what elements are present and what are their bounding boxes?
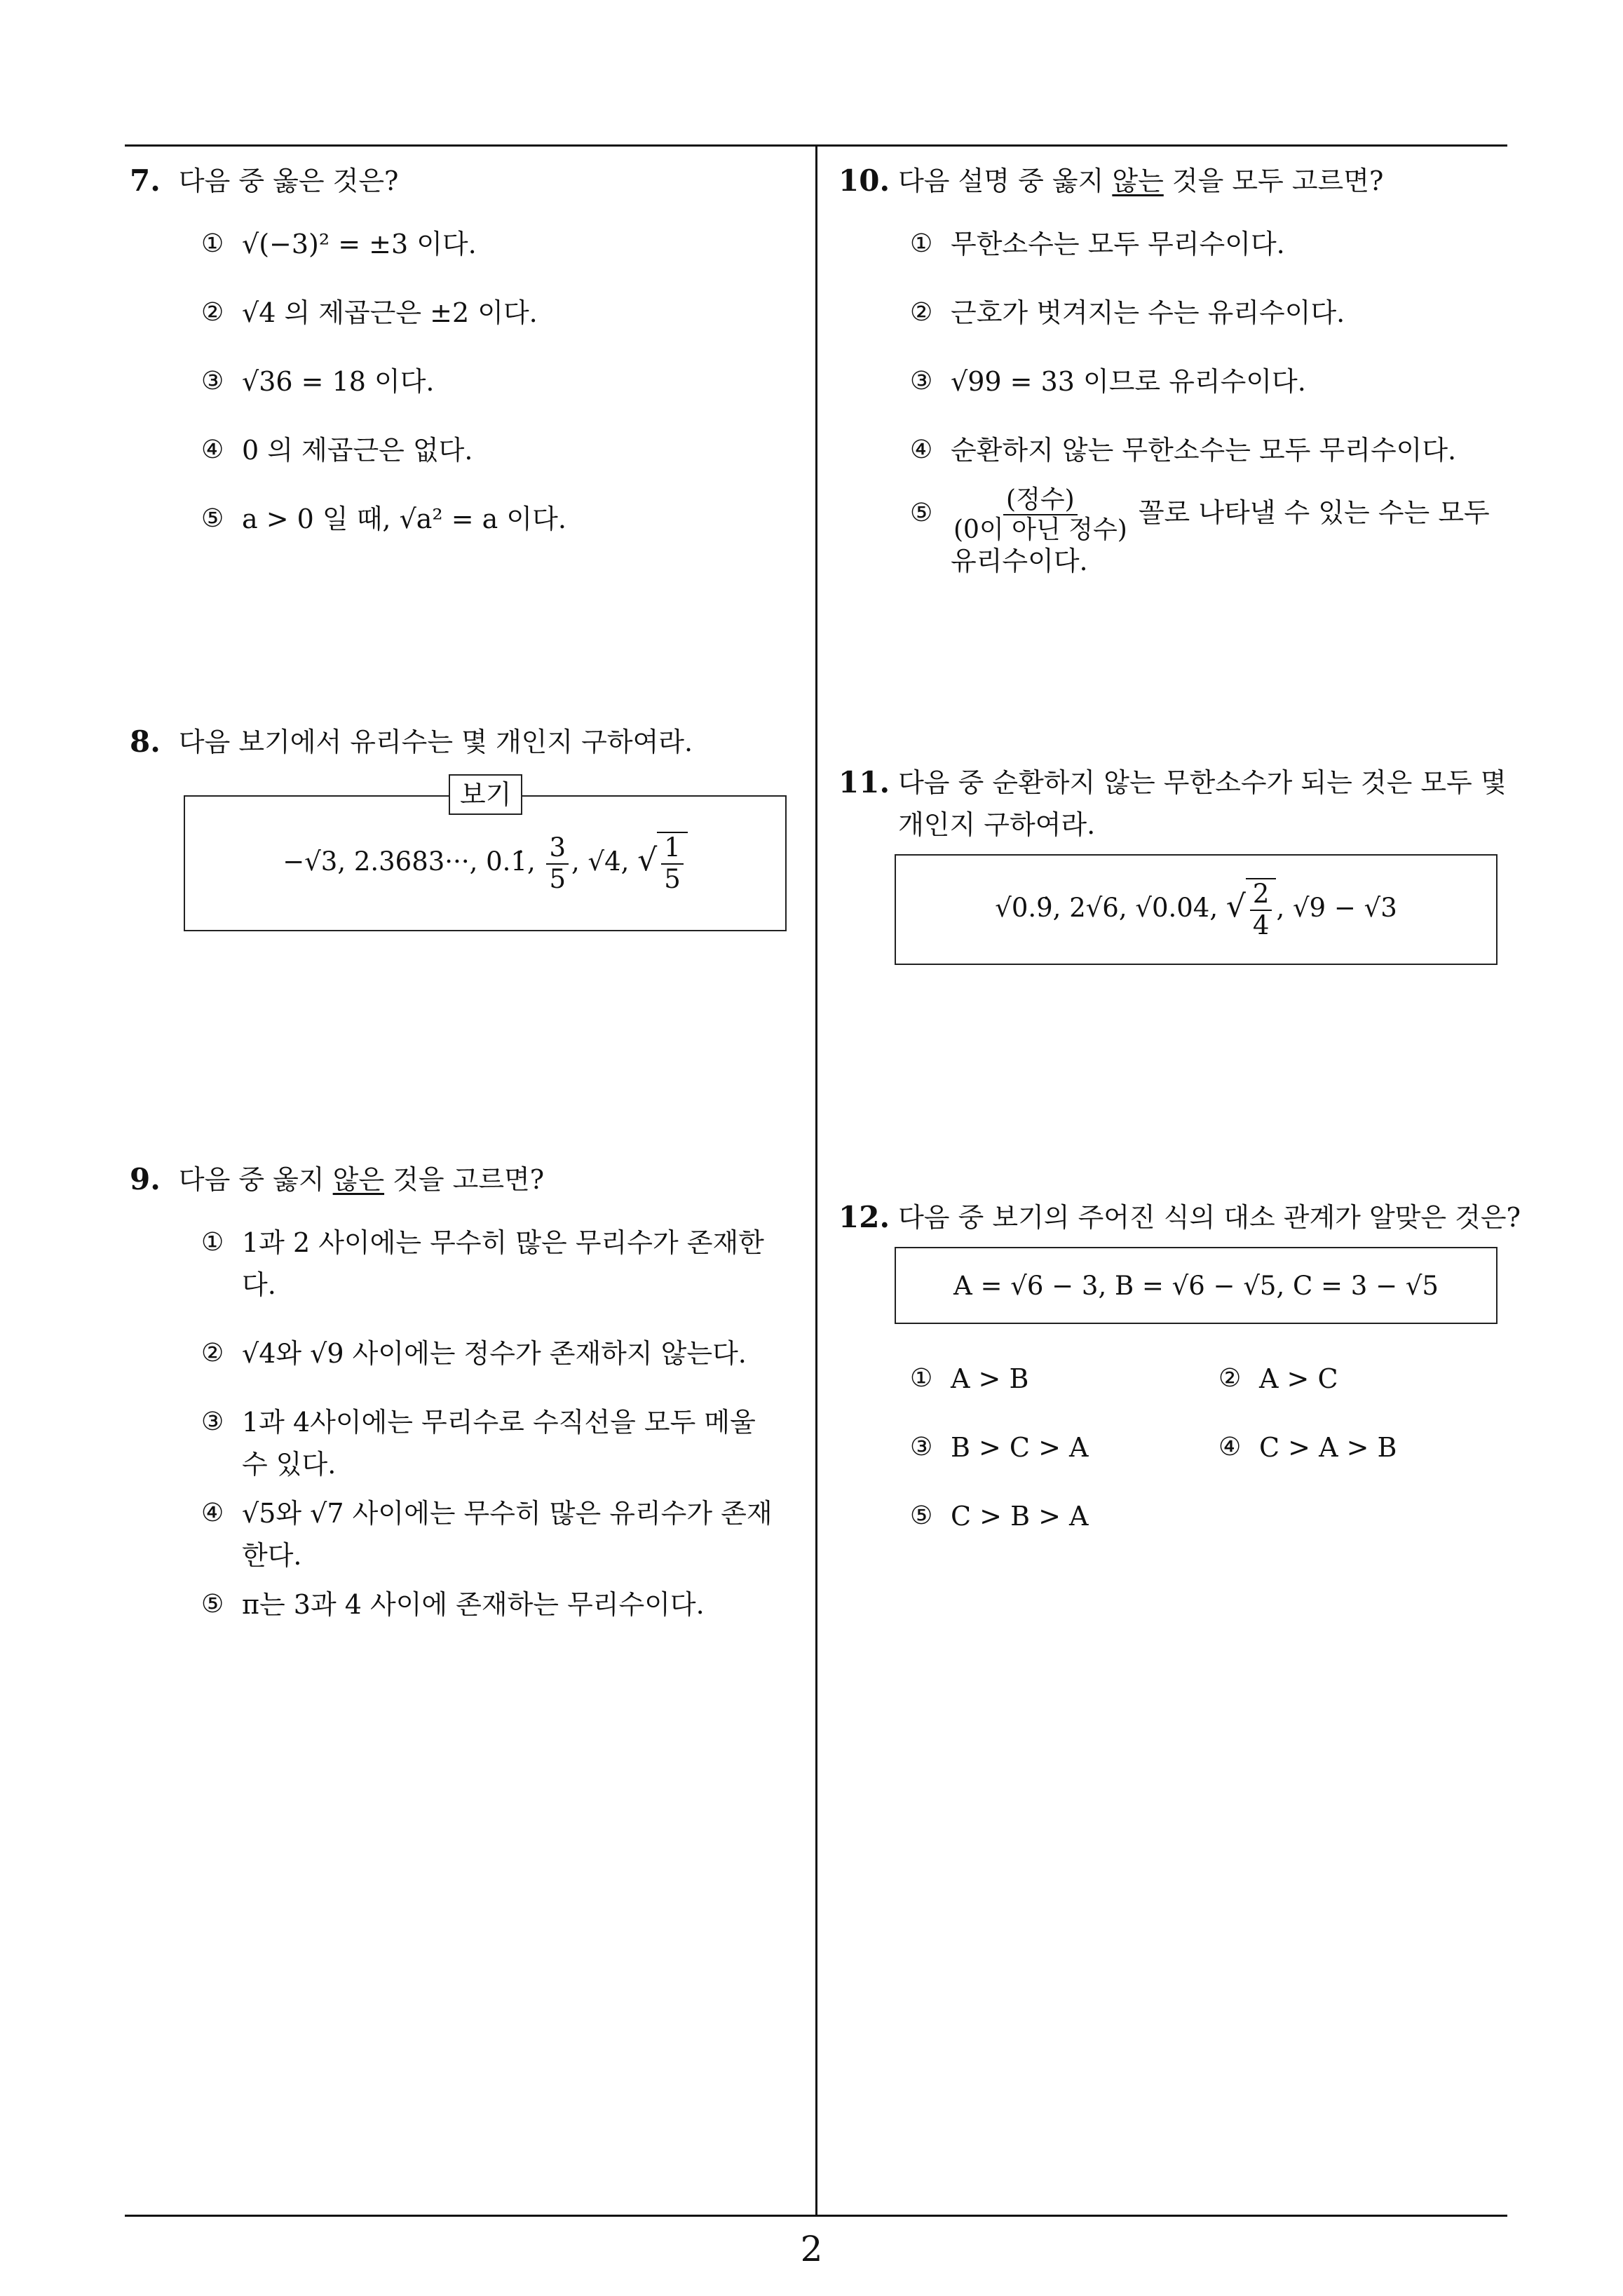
question-7 bbox=[130, 160, 789, 567]
option-text: 순환하지 않는 무한소수는 모두 무리수이다. bbox=[951, 435, 1457, 466]
option-text: 근호가 벗겨지는 수는 유리수이다. bbox=[951, 297, 1345, 328]
option-text: $\frac{\text{(정수)}}{\text{(0이 아닌 정수)}}$ 꼴로 나타낼 수 있는 수는 모두 유리수이다. bbox=[951, 485, 1490, 576]
option-text: B > C > A bbox=[951, 1432, 1089, 1463]
option-text: √99 = 33 이므로 유리수이다. bbox=[951, 366, 1306, 397]
question-text: 다음 중 옳은 것은? bbox=[178, 166, 399, 196]
example-expression: A = √6 − 3, B = √6 − √5, C = 3 − √5 bbox=[953, 1270, 1439, 1301]
option-5[interactable]: ⑤ a > 0 일 때, √a² = a 이다. bbox=[201, 498, 789, 540]
question-number: 8. bbox=[130, 724, 161, 759]
option-text: C > B > A bbox=[951, 1501, 1089, 1532]
option-3[interactable]: ③ 1과 4사이에는 무리수로 수직선을 모두 메울 수 있다. bbox=[201, 1401, 789, 1485]
option-4[interactable]: ④ C > A > B bbox=[1218, 1426, 1513, 1468]
option-4[interactable]: ④ 0 의 제곱근은 없다. bbox=[201, 429, 789, 471]
option-text: √36 = 18 이다. bbox=[242, 366, 435, 397]
sqrt-fraction: $\frac{2}{4}$ bbox=[1250, 879, 1272, 940]
option-3[interactable]: ③ B > C > A bbox=[910, 1426, 1218, 1468]
example-box bbox=[895, 1247, 1498, 1324]
option-text: a > 0 일 때, √a² = a 이다. bbox=[242, 504, 566, 534]
option-1[interactable]: ① A > B bbox=[910, 1358, 1218, 1400]
option-text: √4와 √9 사이에는 정수가 존재하지 않는다. bbox=[242, 1338, 747, 1369]
question-11 bbox=[838, 762, 1512, 846]
question-number: 9. bbox=[130, 1162, 161, 1196]
fraction: $\frac{3}{5}$ bbox=[546, 833, 569, 894]
option-text: C > A > B bbox=[1259, 1432, 1397, 1463]
option-text: √(−3)² = ±3 이다. bbox=[242, 229, 477, 259]
question-text: 다음 설명 중 옳지 않는 것을 모두 고르면? bbox=[898, 166, 1384, 196]
example-box bbox=[184, 795, 787, 931]
question-12 bbox=[838, 1196, 1521, 1238]
option-1[interactable]: ① √(−3)² = ±3 이다. bbox=[201, 223, 789, 265]
example-box-label: 보기 bbox=[449, 774, 522, 815]
example-items: √0.9̇, 2√6, √0.04, √ $\frac{2}{4}$ , √9 − √3 bbox=[995, 879, 1397, 940]
option-1[interactable]: ① 1과 2 사이에는 무수히 많은 무리수가 존재한다. bbox=[201, 1222, 789, 1306]
option-5[interactable]: ⑤ $\frac{\text{(정수)}}{\text{(0이 아닌 정수)}}$ 꼴로 나타낼 수 있는 수는 모두 유리수이다. bbox=[910, 485, 1512, 577]
column-divider bbox=[815, 146, 817, 2215]
question-number: 12. bbox=[838, 1200, 890, 1234]
question-9 bbox=[130, 1159, 789, 1652]
option-2[interactable]: ② A > C bbox=[1218, 1358, 1513, 1400]
question-text: 다음 중 순환하지 않는 무한소수가 되는 것은 모두 몇 개인지 구하여라. bbox=[898, 767, 1507, 840]
option-3[interactable]: ③ √36 = 18 이다. bbox=[201, 360, 789, 403]
question-text: 다음 중 보기의 주어진 식의 대소 관계가 알맞은 것은? bbox=[898, 1202, 1521, 1233]
question-text: 다음 보기에서 유리수는 몇 개인지 구하여라. bbox=[178, 727, 693, 757]
option-2[interactable]: ② √4 의 제곱근은 ±2 이다. bbox=[201, 292, 789, 334]
example-items: −√3, 2.3683···, 0.1̇, $\frac{3}{5}$ , √4, √ $\frac{1}{5}$ bbox=[283, 832, 688, 894]
option-5[interactable]: ⑤ π는 3과 4 사이에 존재하는 무리수이다. bbox=[201, 1583, 789, 1626]
option-text: 0 의 제곱근은 없다. bbox=[242, 435, 473, 466]
option-text: √4 의 제곱근은 ±2 이다. bbox=[242, 297, 538, 328]
question-number: 10. bbox=[838, 163, 890, 198]
question-12-options bbox=[838, 1358, 1512, 1537]
fraction: $\frac{\text{(정수)}}{\text{(0이 아닌 정수)}}$ bbox=[953, 485, 1127, 545]
option-4[interactable]: ④ 순환하지 않는 무한소수는 모두 무리수이다. bbox=[910, 429, 1512, 471]
option-text: 무한소수는 모두 무리수이다. bbox=[951, 229, 1285, 259]
option-text: 1과 4사이에는 무리수로 수직선을 모두 메울 수 있다. bbox=[242, 1407, 756, 1480]
question-number: 11. bbox=[838, 765, 890, 799]
question-8 bbox=[130, 721, 789, 763]
option-text: 1과 2 사이에는 무수히 많은 무리수가 존재한다. bbox=[242, 1227, 764, 1300]
question-number: 7. bbox=[130, 163, 161, 198]
question-10 bbox=[838, 160, 1512, 604]
option-5[interactable]: ⑤ C > B > A bbox=[910, 1495, 1218, 1537]
question-text: 다음 중 옳지 않은 것을 고르면? bbox=[178, 1164, 545, 1195]
option-text: A > B bbox=[951, 1363, 1029, 1394]
option-2[interactable]: ② 근호가 벗겨지는 수는 유리수이다. bbox=[910, 292, 1512, 334]
page-number: 2 bbox=[800, 2229, 823, 2269]
bottom-rule bbox=[125, 2215, 1507, 2217]
option-3[interactable]: ③ √99 = 33 이므로 유리수이다. bbox=[910, 360, 1512, 403]
option-2[interactable]: ② √4와 √9 사이에는 정수가 존재하지 않는다. bbox=[201, 1332, 789, 1375]
option-4[interactable]: ④ √5와 √7 사이에는 무수히 많은 유리수가 존재한다. bbox=[201, 1492, 789, 1576]
sqrt-fraction: $\frac{1}{5}$ bbox=[661, 833, 684, 894]
option-text: A > C bbox=[1259, 1363, 1338, 1394]
option-text: π는 3과 4 사이에 존재하는 무리수이다. bbox=[242, 1589, 705, 1620]
option-1[interactable]: ① 무한소수는 모두 무리수이다. bbox=[910, 223, 1512, 265]
option-text: √5와 √7 사이에는 무수히 많은 유리수가 존재한다. bbox=[242, 1498, 773, 1571]
example-box bbox=[895, 854, 1498, 965]
